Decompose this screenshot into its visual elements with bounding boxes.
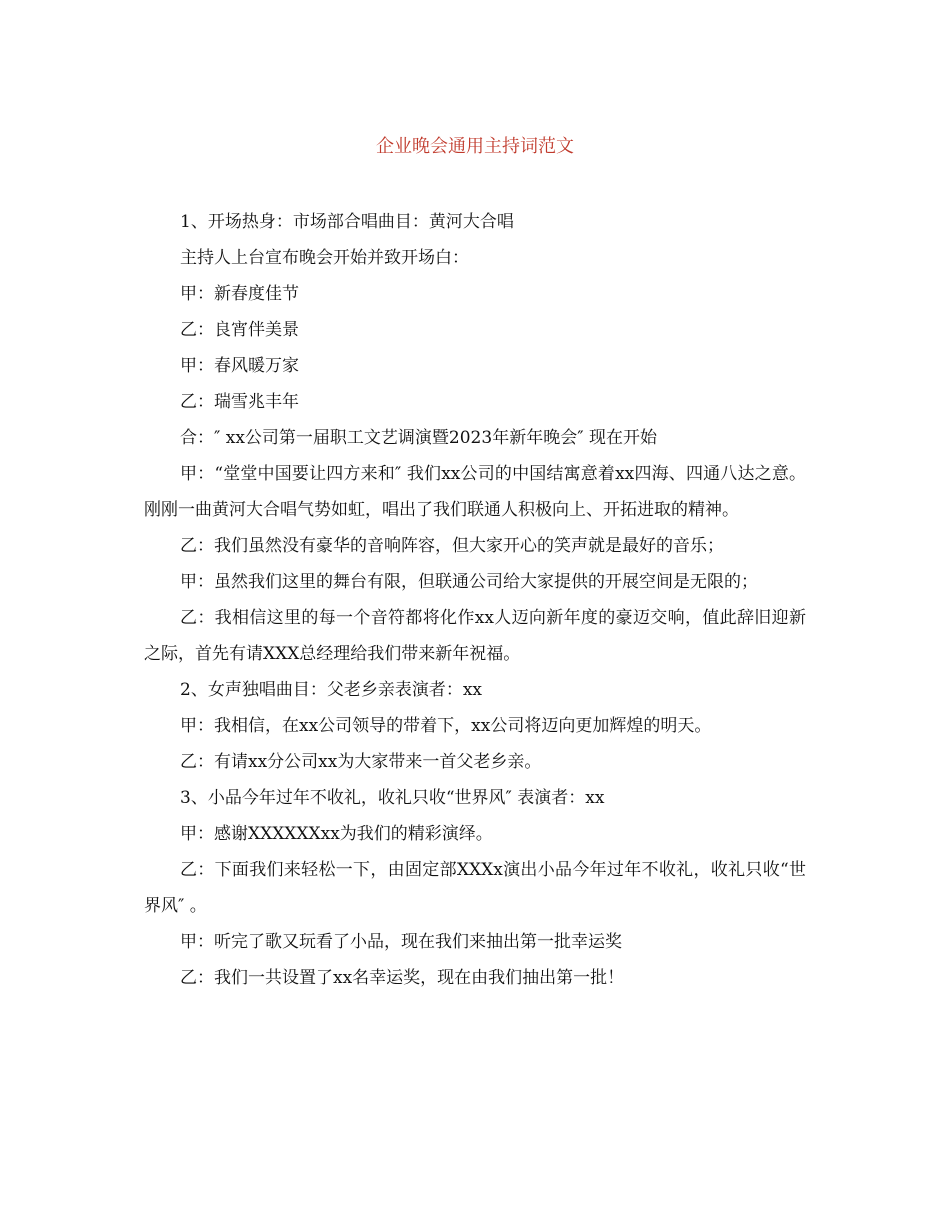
paragraph: 3、小品今年过年不收礼，收礼只收“世界风″ 表演者：xx <box>180 788 605 808</box>
paragraph: 合：″ xx公司第一届职工文艺调演暨2023年新年晚会″ 现在开始 <box>180 428 657 448</box>
document-title: 企业晚会通用主持词范文 <box>376 136 574 157</box>
paragraph: 甲：我相信，在xx公司领导的带着下，xx公司将迈向更加辉煌的明天。 <box>180 716 712 736</box>
paragraph: 乙：下面我们来轻松一下，由固定部XXXx演出小品今年过年不收礼，收礼只收“世界风″ 。 <box>144 860 806 916</box>
paragraph: 甲：“堂堂中国要让四方来和″ 我们xx公司的中国结寓意着xx四海、四通八达之意。刚刚一曲黄河大合唱气势如虹，唱出了我们联通人积极向上、开拓进取的精神。 <box>144 464 806 520</box>
document-body <box>144 204 806 996</box>
paragraph: 甲：感谢XXXXXXxx为我们的精彩演绎。 <box>180 824 493 844</box>
paragraph: 主持人上台宣布晚会开始并致开场白： <box>180 248 469 268</box>
paragraph: 甲：听完了歌又玩看了小品，现在我们来抽出第一批幸运奖 <box>180 932 622 952</box>
paragraph: 甲：春风暖万家 <box>180 356 299 376</box>
paragraph: 甲：新春度佳节 <box>180 284 299 304</box>
paragraph: 2、女声独唱曲目：父老乡亲表演者：xx <box>180 680 482 700</box>
paragraph: 乙：我相信这里的每一个音符都将化作xx人迈向新年度的豪迈交响，值此辞旧迎新之际，首先有请XXX总经理给我们带来新年祝福。 <box>144 608 806 664</box>
paragraph: 乙：有请xx分公司xx为大家带来一首父老乡亲。 <box>180 752 542 772</box>
paragraph: 1、开场热身：市场部合唱曲目：黄河大合唱 <box>180 212 514 232</box>
paragraph: 乙：我们虽然没有豪华的音响阵容，但大家开心的笑声就是最好的音乐； <box>180 536 724 556</box>
paragraph: 甲：虽然我们这里的舞台有限，但联通公司给大家提供的开展空间是无限的； <box>180 572 758 592</box>
paragraph: 乙：瑞雪兆丰年 <box>180 392 299 412</box>
paragraph: 乙：良宵伴美景 <box>180 320 299 340</box>
paragraph: 乙：我们一共设置了xx名幸运奖，现在由我们抽出第一批！ <box>180 968 625 988</box>
